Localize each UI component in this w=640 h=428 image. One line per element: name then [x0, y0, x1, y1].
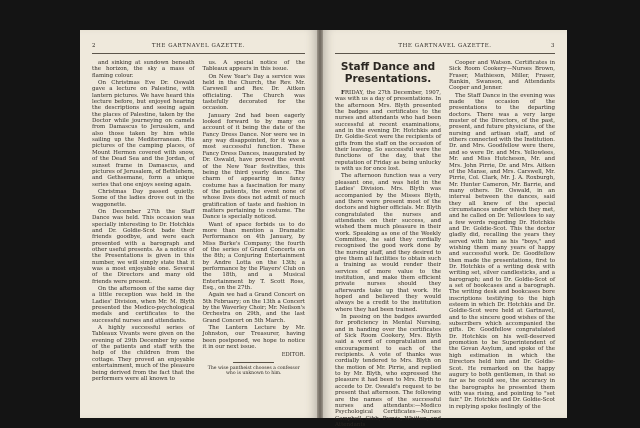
paragraph: On Christmas Eve Dr. Oswald gave a lecture on Palestine, with lantern pictures. We have heard this lecture before, but enjoyed hearing the descriptions and seeing again the places of Palestine, taken by the Doctor while journeying on camels from Damascus to Jerusalem, and also those taken by him while sailing up the Mediterranean. His pictures of the camping places, of Mount Hermon covered with snow, of the Dead Sea and the Jordan, of sunset frame in Damascus, and pictures of Jerusalem, of Bethlehem, and Gethsemane, form a unique series that one enjoys seeing again. — [92, 80, 195, 188]
paragraph: The Lantern Lecture by Mr. Johnston, our Treasurer, having been postponed, we hope to notice it in our next issue. — [202, 325, 305, 351]
paragraph: On the afternoon of the same day a little reception was held in the Ladies' Division, when Mr. M. Blyth presented the Medico-psychological medals and certificates to the successful nurses and attendants. — [92, 286, 195, 324]
page-number: 2 — [92, 43, 97, 49]
paragraph: FRIDAY, the 27th December, 1907, was with us a day of presentations. In the afternoon Mrs. Blyth presented the badges and certificates to the nurses and attendants who had been successful at recent examinations, and in the evening Dr. Hotchkis and Dr. Goldie-Scot were the recipients of gifts from the staff on the occasion of their leaving. So successful were the functions of the day, that the reputation of Friday as being unlucky is with us for once lost. — [335, 90, 441, 173]
editor-signature: EDITOR. — [281, 352, 305, 359]
paragraph: The Staff Dance in the evening was made the occasion of the presentations to the departing doctors. There was a very large muster of the Directors, of the past, present, and future physicians, of the nursing and artisan staff, and of others connected with the Institution. Dr. and Mrs. Goodfellow were there, and so were Dr. and Mrs. Yellowlees, Mr. and Miss Hutcheson, Mr. and Mrs. John Pirrie, Dr. and Mrs. Aitken of the Manse, and Mrs. Carswell, Mr. Pirrie, Col. Clark, Mr. J. A. Roxburgh, Mr. Hunter Cameron, Mr. Barrie, and many others. Dr. Oswald, in an interval between the dances, said they all knew of the special circumstances under which they met, and he called on Dr. Yellowlees to say a few words regarding Dr. Hotchkis and Dr. Goldie-Scot. This the doctor gladly did, recalling the years they served with him as his "boys," and wishing them many years of happy and successful work. Dr. Goodfellow then made the presentations, first to Dr. Hotchkis of a writing desk with writing set, silver candlesticks, and a barograph; and to Dr. Goldie-Scot of a set of bookcases and a barograph. The writing desk and bookcases bore inscriptions testifying to the high esteem in which Dr. Hotchkis and Dr. Goldie-Scot were held at Gartnavel, and to the sincere good wishes of the subscribers which accompanied the gifts. Dr. Goodfellow congratulated Dr. Hotchkis on his well-deserved promotion to be Superintendent of the Govan Asylum, and spoke of the high estimation in which the Directors held him and Dr. Goldie-Scot. He remarked on the happy augury to both gentlemen, in that so far as he could see, the accuracy in the barographs he presented them with was rising, and pointing to "set fair." Dr. Hotchkis and Dr. Goldie-Scot in replying spoke feelingly of the — [449, 92, 555, 410]
column-1 — [92, 60, 195, 410]
running-header — [335, 43, 555, 54]
paragraph: A highly successful series of Tableaux Vivants were given on the evening of 29th December by some of the patients and staff with the help of the children from the cottage. They proved an enjoyable entertainment, much of the pleasure being derived from the fact that the performers were all known to — [92, 325, 195, 382]
left-page — [80, 30, 317, 418]
paragraph: The afternoon function was a very pleasant one, and was held in the Ladies' Division. Mrs. Blyth was accompanied by the Misses Blyth, and there were present most of the doctors and higher officials. Mr. Blyth congratulated the nurses and attendants on their success, and wished them much pleasure in their work. Speaking as one of the Weekly Committee, he said they cordially recognised the good work done by the nursing staff, and they desired to give them all facilities to obtain such a training as would render their services of more value to the institution, and make them efficient private nurses should they afterwards take up that work. He hoped and believed they would always be a credit to the institution where they had been trained. — [335, 173, 441, 313]
text-columns — [92, 60, 305, 410]
divider — [233, 362, 274, 363]
paragraph: In passing on the badges awarded for proficiency in Mental Nursing, and in handing over the certificates of Sick Room Cookery, Mrs. Blyth said a word of congratulation and encouragement to each of the recipients. A vote of thanks was cordially tendered to Mrs. Blyth on the motion of Mr. Pirrie, and replied to by Mr. Blyth, who expressed the pleasure it had been to Mrs. Blyth to accede to Dr. Oswald's request to be present that afternoon. The following are the names of the successful nurses and attendants:—Medico Psychological Certificates—Nurses Campbell, Gibb, Purvis, Whitton, and Attendants — [335, 314, 441, 428]
paragraph: and sinking at sundown beneath the horizon, the sky a mass of flaming colour. — [92, 60, 195, 79]
article-title — [335, 61, 441, 85]
column-2 — [203, 60, 306, 410]
paragraph: Christmas Day passed quietly. Some of the ladies drove out in the waggonette. — [92, 188, 195, 208]
paragraph: January 2nd had been eagerly looked forward to by many on account of it being the date of the Fancy Dress Dance. Nor were we in any way disappointed, for it was a most successful function. These Fancy Dress Dances, inaugurated by Dr. Oswald, have proved the event of the New Year festivities, this being the third yearly dance. The charm of appearing in fancy costume has a fascination for many of the patients, the event none of whose lives does not admit of much gratification of taste and fashion in matters pertaining to costume. The Dance is specially noticed. — [202, 112, 305, 221]
article-title-line: Staff Dance and — [340, 61, 436, 73]
page-number: 3 — [550, 43, 555, 49]
paragraph: On New Year's Day a service was held in the Church, the Rev. Mr. Carswell and Rev. Dr. Aitken officiating. The Church was tastefully decorated for the occasion. — [202, 73, 305, 112]
column-1 — [335, 60, 441, 428]
right-page — [323, 30, 567, 428]
paragraph: Want of space forbids us to do more than mention a Dramatic Performance on 4th January, by Miss Burke's Company; the fourth of the series of Grand Concerts on the 8th; a Conjuring Entertainment by Andre Lotta on the 13th; a performance by the Players' Club on the 18th, and a Musical Entertainment by T. Scott Ross, Esq., on the 27th. — [202, 221, 305, 292]
filler-quote: The wise pantheist chooses a confessor who is unknown to him. — [207, 365, 300, 377]
running-header — [92, 43, 305, 54]
running-title: THE GARTNAVEL GAZETTE. — [398, 43, 492, 49]
paragraph: Cooper and Watson. Certificates in Sick Room Cookery—Nurses Brown, Fraser, Mathieson, Miller, Fraser, Rankin, Swanson, and Attendants Cooper and Jenner. — [449, 60, 555, 92]
paragraph: us. A special notice of the Tableaux appears in this issue. — [202, 60, 305, 73]
text-columns — [335, 60, 555, 428]
article-title-line: Presentations. — [344, 73, 432, 85]
paragraph: On December 27th the Staff Dance was held. This occasion was specially interesting to Dr. Hotchkis and Dr. Goldie-Scot bade their friends goodbye, and were each presented with a barograph and other useful presents. As a notice of the Presentations is given in this number, we will simply state that it was a most enjoyable one. Several of the Directors and many old friends were present. — [92, 208, 195, 285]
paragraph: Again we had a Grand Concert on 5th February; on the 13th a Concert by the Waverley Choir; Mr. Neilson's Orchestra on 29th, and the last Grand Concert on 5th March. — [202, 292, 305, 324]
running-title: THE GARTNAVEL GAZETTE. — [151, 43, 246, 49]
column-2 — [449, 60, 555, 410]
